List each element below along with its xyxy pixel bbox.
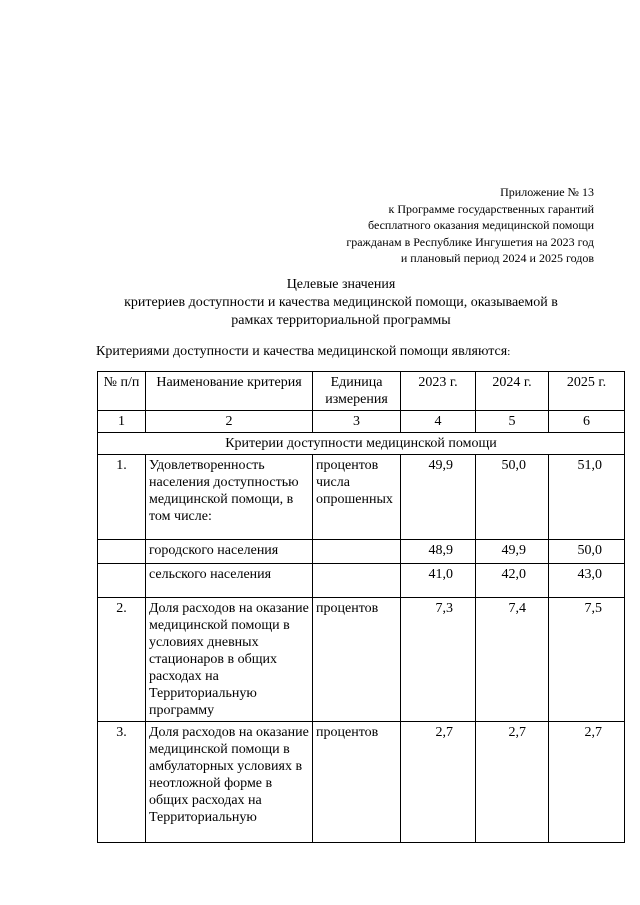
row-value-2023: 48,9 (401, 540, 476, 564)
intro-paragraph (96, 344, 510, 360)
appendix-line: Приложение № 13 (500, 185, 594, 199)
title-line: критериев доступности и качества медицинской помощи, оказываемой в (124, 295, 558, 310)
header-2024: 2024 г. (476, 372, 549, 411)
row-num: 3. (98, 722, 146, 843)
intro-text: Критериями доступности и качества медицинской помощи являются (96, 344, 508, 359)
appendix-line: и плановый период 2024 и 2025 годов (400, 251, 594, 265)
row-value-2023: 7,3 (401, 598, 476, 722)
row-value-2024: 49,9 (476, 540, 549, 564)
row-value-2023: 2,7 (401, 722, 476, 843)
header-name: Наименование критерия (146, 372, 313, 411)
table-row (98, 598, 625, 722)
row-unit: процентов (313, 722, 401, 843)
row-name: Удовлетворенность населения доступностью медицинской помощи, в том числе: (146, 455, 313, 540)
row-value-2024: 42,0 (476, 564, 549, 598)
title-line: рамках территориальной программы (231, 313, 451, 328)
row-name: городского населения (146, 540, 313, 564)
section-row (98, 433, 625, 455)
column-number: 4 (401, 411, 476, 433)
row-value-2023: 41,0 (401, 564, 476, 598)
column-numbers-row (98, 411, 625, 433)
row-unit: процентов (313, 598, 401, 722)
row-num: 1. (98, 455, 146, 540)
column-number: 1 (98, 411, 146, 433)
row-value-2025: 43,0 (549, 564, 625, 598)
section-title: Критерии доступности медицинской помощи (98, 433, 625, 455)
row-name: Доля расходов на оказание медицинской помощи в амбулаторных условиях в неотложной форме в общих расходах на Территориальную (146, 722, 313, 843)
table-header-row (98, 372, 625, 411)
column-number: 3 (313, 411, 401, 433)
criteria-table (97, 371, 625, 843)
row-unit (313, 540, 401, 564)
header-2025: 2025 г. (549, 372, 625, 411)
row-num: 2. (98, 598, 146, 722)
row-num (98, 564, 146, 598)
row-value-2025: 2,7 (549, 722, 625, 843)
row-value-2025: 7,5 (549, 598, 625, 722)
row-name: сельского населения (146, 564, 313, 598)
row-num (98, 540, 146, 564)
column-number: 2 (146, 411, 313, 433)
table-row (98, 564, 625, 598)
intro-colon: : (507, 346, 511, 358)
appendix-line: гражданам в Республике Ингушетия на 2023 год (346, 234, 594, 249)
document-title (96, 276, 586, 330)
appendix-line: бесплатного оказания медицинской помощи (368, 218, 594, 232)
table-row (98, 455, 625, 540)
header-unit: Единица измерения (313, 372, 401, 411)
table-row (98, 540, 625, 564)
appendix-line: к Программе государственных гарантий (388, 201, 594, 216)
row-unit: процентов числа опрошенных (313, 455, 401, 540)
header-num: № п/п (98, 372, 146, 411)
row-value-2024: 50,0 (476, 455, 549, 540)
row-name: Доля расходов на оказание медицинской помощи в условиях дневных стационаров в общих расходах на Территориальную программу (146, 598, 313, 722)
row-unit (313, 564, 401, 598)
row-value-2025: 51,0 (549, 455, 625, 540)
row-value-2024: 2,7 (476, 722, 549, 843)
header-2023: 2023 г. (401, 372, 476, 411)
title-line: Целевые значения (286, 277, 396, 292)
row-value-2023: 49,9 (401, 455, 476, 540)
row-value-2024: 7,4 (476, 598, 549, 722)
row-value-2025: 50,0 (549, 540, 625, 564)
column-number: 5 (476, 411, 549, 433)
column-number: 6 (549, 411, 625, 433)
table-row (98, 722, 625, 843)
appendix-block (274, 184, 594, 267)
